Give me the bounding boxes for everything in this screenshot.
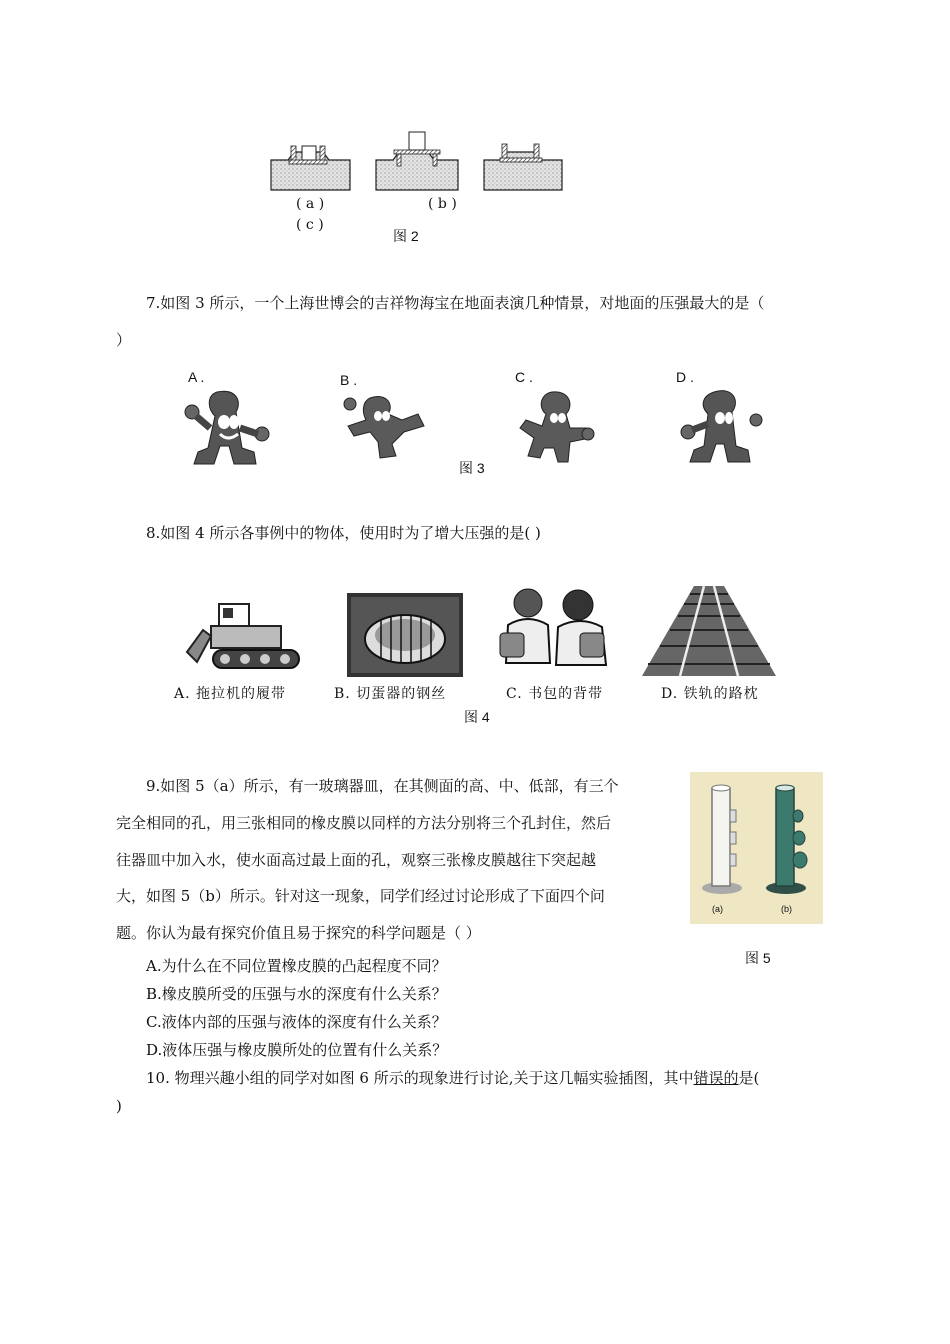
q9-line-1: 9.如图 5（a）所示，有一玻璃器皿，在其侧面的高、中、低部，有三个 — [146, 777, 619, 795]
figure-5-image — [690, 772, 823, 924]
q9-line-4: 大，如图 5（b）所示。针对这一现象，同学们经过讨论形成了下面四个问 — [116, 887, 605, 905]
q9-line-3: 往器皿中加入水，使水面高过最上面的孔，观察三张橡皮膜越往下突起越 — [116, 851, 597, 869]
fig3-caption: 图 3 — [459, 460, 485, 476]
q9-line-5: 题。你认为最有探究价值且易于探究的科学问题是（ ） — [116, 924, 481, 942]
fig4-label-d: D. 铁轨的路枕 — [661, 686, 759, 702]
q10-text — [146, 1068, 759, 1088]
q8-text: 8.如图 4 所示各事例中的物体，使用时为了增大压强的是( ) — [146, 524, 541, 542]
tractor-tracks-image — [183, 596, 307, 680]
q9-line-2: 完全相同的孔，用三张相同的橡皮膜以同样的方法分别将三个孔封住，然后 — [116, 814, 612, 832]
q7-option-a: A . — [188, 369, 205, 385]
fig4-caption: 图 4 — [464, 709, 490, 725]
fig5-label-b: (b) — [781, 904, 792, 914]
q7-close-paren: ） — [116, 331, 132, 349]
glass-tubes-image — [690, 772, 823, 924]
fig2-label-b: ( b ) — [428, 196, 457, 212]
schoolbag-straps-image — [494, 585, 620, 677]
egg-slicer-wire-image — [347, 593, 463, 677]
q9-option-b: B.橡皮膜所受的压强与水的深度有什么关系？ — [146, 985, 447, 1003]
q9-option-c: C.液体内部的压强与液体的深度有什么关系？ — [146, 1013, 447, 1031]
q9-option-d: D.液体压强与橡皮膜所处的位置有什么关系？ — [146, 1041, 448, 1059]
haibao-pose-c-image — [512, 388, 598, 470]
haibao-pose-a-image — [182, 388, 272, 470]
q10-underlined-word: 错误的 — [693, 1069, 739, 1087]
fig5-label-a: (a) — [712, 904, 723, 914]
haibao-pose-b-image — [340, 390, 432, 462]
fig2-label-c: ( c ) — [296, 217, 324, 233]
fig2-label-a: ( a ) — [296, 196, 325, 212]
q7-text: 7.如图 3 所示，一个上海世博会的吉祥物海宝在地面表演几种情景，对地面的压强最大的是（ — [146, 294, 765, 312]
figure-2-illustrations — [268, 128, 578, 194]
fig4-label-c: C. 书包的背带 — [506, 686, 604, 702]
q7-option-c: C . — [515, 369, 533, 385]
railway-sleepers-image — [642, 586, 776, 676]
fig4-label-a: A. 拖拉机的履带 — [174, 686, 287, 702]
q10-text-pre: 10. 物理兴趣小组的同学对如图 6 所示的现象进行讨论,关于这几幅实验插图，其中 — [146, 1069, 694, 1087]
q7-option-d: D . — [676, 369, 694, 385]
fig4-label-b: B. 切蛋器的钢丝 — [334, 686, 447, 702]
q10-text-post: 是( — [738, 1069, 760, 1087]
fig2-caption: 图 2 — [393, 228, 419, 244]
haibao-pose-d-image — [678, 386, 766, 468]
fig5-caption: 图 5 — [745, 950, 771, 966]
q7-option-b: B . — [340, 372, 358, 388]
q9-option-a: A.为什么在不同位置橡皮膜的凸起程度不同？ — [146, 957, 447, 975]
q10-close-paren: ) — [116, 1097, 122, 1115]
